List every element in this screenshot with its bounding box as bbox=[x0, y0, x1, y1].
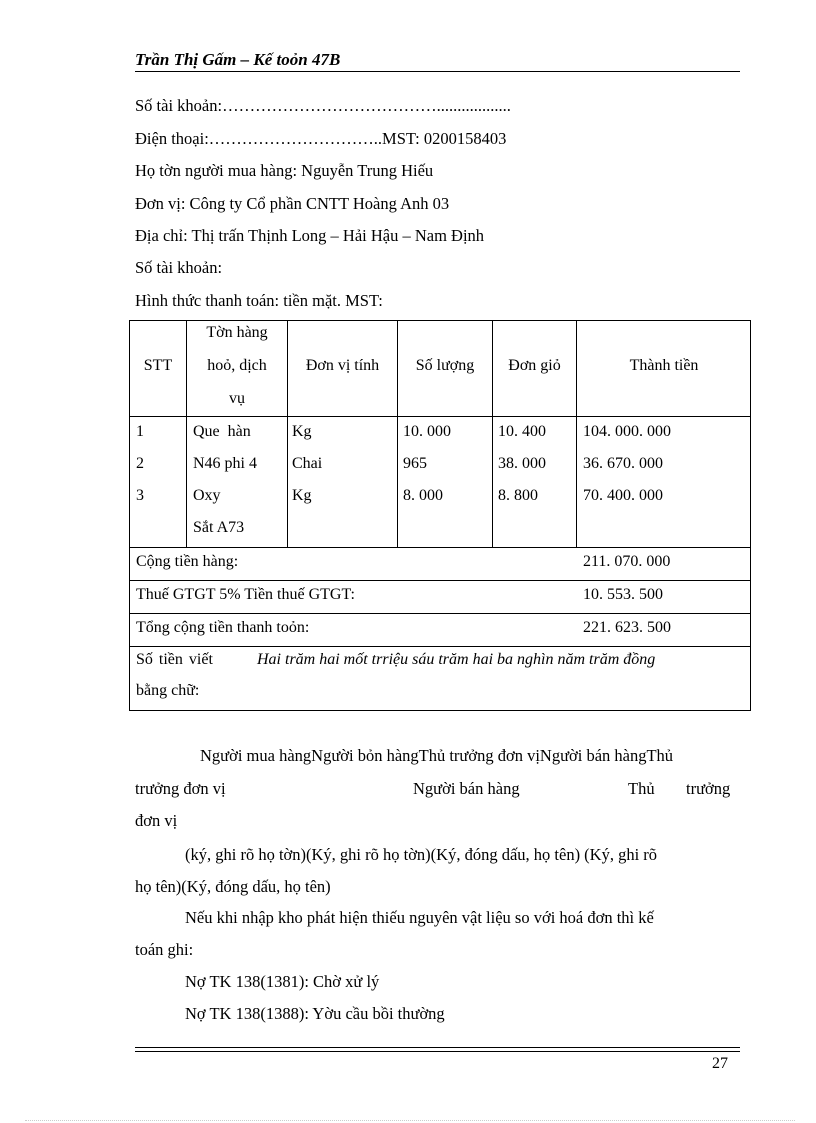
amount-in-words-label-line2: bằng chữ: bbox=[136, 682, 200, 699]
buyer-name-line: Họ tờn người mua hàng: Nguyễn Trung Hiếu bbox=[135, 161, 434, 180]
row1-stt: 1 bbox=[136, 423, 144, 440]
subtotal-value: 211. 070. 000 bbox=[583, 553, 671, 570]
row1-unit-price: 10. 400 bbox=[498, 423, 546, 440]
row-divider bbox=[130, 580, 750, 581]
row1-quantity: 10. 000 bbox=[403, 423, 451, 440]
account-number-line: Số tài khoản:………………………………….................. bbox=[135, 96, 511, 115]
amount-in-words-value: Hai trăm hai mốt trriệu sáu trăm hai ba nghìn năm trăm đồng bbox=[257, 651, 656, 668]
body-paragraph-line1: Nếu khi nhập kho phát hiện thiếu nguyên vật liệu so với hoá đơn thì kế bbox=[185, 908, 654, 927]
row1-unit: Kg bbox=[292, 423, 312, 440]
signature-titles-line2d: trưởng bbox=[686, 779, 731, 798]
signature-notes-line2: họ tên)(Ký, đóng dấu, họ tên) bbox=[135, 877, 331, 896]
row2-unit-price: 38. 000 bbox=[498, 455, 546, 472]
vat-value: 10. 553. 500 bbox=[583, 586, 663, 603]
row3-unit: Kg bbox=[292, 487, 312, 504]
subtotal-label: Cộng tiền hàng: bbox=[136, 553, 239, 570]
signature-titles-line2a: trưởng đơn vị bbox=[135, 779, 226, 798]
row1-item-name: Que hàn bbox=[193, 423, 251, 440]
header-row-divider bbox=[130, 416, 750, 417]
grand-total-label: Tổng cộng tiền thanh toỏn: bbox=[136, 619, 310, 636]
phone-tax-line: Điện thoại:…………………………..MST: 0200158403 bbox=[135, 129, 507, 148]
grand-total-value: 221. 623. 500 bbox=[583, 619, 671, 636]
signature-titles-line1: Người mua hàngNgười bỏn hàngThủ trưởng đơn vịNgười bán hàngThủ bbox=[200, 746, 674, 765]
page-number: 27 bbox=[712, 1055, 728, 1072]
journal-entry-1388: Nợ TK 138(1388): Yờu cầu bồi thường bbox=[185, 1004, 445, 1023]
row2-quantity: 965 bbox=[403, 455, 427, 472]
column-divider bbox=[492, 321, 493, 548]
header-stt: STT bbox=[143, 357, 173, 374]
row2-amount: 36. 670. 000 bbox=[583, 455, 663, 472]
header-unit-price: Đơn giỏ bbox=[508, 357, 561, 374]
row2-item-name: N46 phi 4 bbox=[193, 455, 257, 472]
page-edge-dots bbox=[25, 1120, 795, 1121]
column-divider bbox=[397, 321, 398, 548]
page-header: Trần Thị Gấm – Kế toỏn 47B bbox=[135, 50, 341, 69]
header-quantity: Số lượng bbox=[415, 357, 475, 374]
header-item-name-line2: hoỏ, dịch bbox=[207, 357, 267, 374]
column-divider bbox=[186, 321, 187, 548]
row3-item-name: Oxy bbox=[193, 487, 221, 504]
row-divider bbox=[130, 547, 750, 548]
row3-quantity: 8. 000 bbox=[403, 487, 443, 504]
row1-amount: 104. 000. 000 bbox=[583, 423, 671, 440]
footer-rule bbox=[135, 1051, 740, 1052]
invoice-table bbox=[129, 320, 751, 711]
footer-rule bbox=[135, 1047, 740, 1048]
header-unit: Đơn vị tính bbox=[305, 357, 380, 374]
payment-method-line: Hình thức thanh toán: tiền mặt. MST: bbox=[135, 291, 383, 310]
row3-stt: 3 bbox=[136, 487, 144, 504]
row-divider bbox=[130, 613, 750, 614]
journal-entry-1381: Nợ TK 138(1381): Chờ xử lý bbox=[185, 972, 380, 991]
signature-titles-line2b: Người bán hàng bbox=[413, 779, 520, 798]
row3-item-name-extra: Sắt A73 bbox=[193, 519, 245, 536]
body-paragraph-line2: toán ghi: bbox=[135, 940, 194, 959]
row3-unit-price: 8. 800 bbox=[498, 487, 538, 504]
row2-stt: 2 bbox=[136, 455, 144, 472]
vat-label: Thuế GTGT 5% Tiền thuế GTGT: bbox=[136, 586, 355, 603]
row-divider bbox=[130, 646, 750, 647]
column-divider bbox=[287, 321, 288, 548]
header-item-name-line3: vụ bbox=[229, 390, 245, 407]
signature-titles-line3: đơn vị bbox=[135, 811, 178, 830]
row3-amount: 70. 400. 000 bbox=[583, 487, 663, 504]
header-amount: Thành tiền bbox=[629, 357, 699, 374]
row2-unit: Chai bbox=[292, 455, 323, 472]
company-line: Đơn vị: Công ty Cổ phần CNTT Hoàng Anh 03 bbox=[135, 194, 450, 213]
column-divider bbox=[576, 321, 577, 548]
account-number-line-2: Số tài khoản: bbox=[135, 258, 223, 277]
amount-in-words-label: Số tiền viết bbox=[136, 651, 213, 668]
address-line: Địa chỉ: Thị trấn Thịnh Long – Hải Hậu – Nam Định bbox=[135, 226, 485, 245]
header-rule bbox=[135, 71, 740, 72]
signature-notes-line1: (ký, ghi rõ họ tờn)(Ký, ghi rõ họ tờn)(Ký, đóng dấu, họ tên) (Ký, ghi rõ bbox=[185, 845, 658, 864]
header-item-name-line1: Tờn hàng bbox=[206, 324, 268, 341]
signature-titles-line2c: Thủ bbox=[628, 779, 655, 798]
